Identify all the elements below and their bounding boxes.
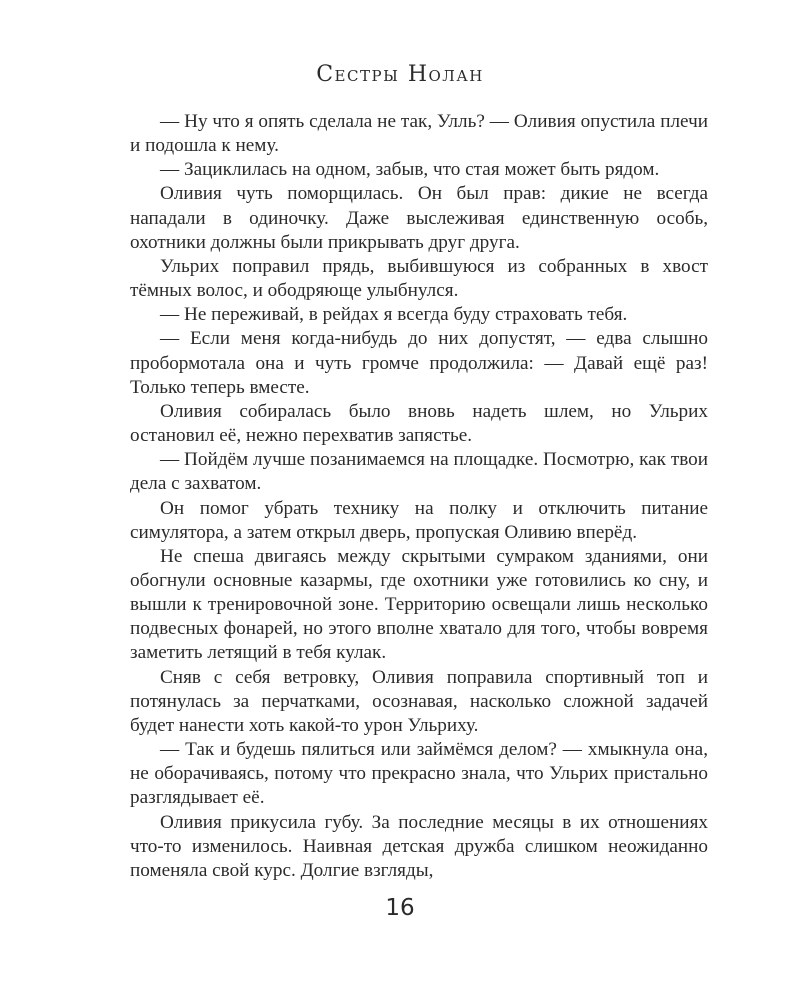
body-text <box>130 110 708 883</box>
paragraph: — Ну что я опять сделала не так, Улль? — Оливия опустила плечи и подошла к нему. <box>130 111 708 157</box>
paragraph: — Если меня когда-нибудь до них допустят, — едва слышно пробормотала она и чуть громче продолжила: — Давай ещё раз! Только теперь вместе. <box>130 328 708 398</box>
paragraph: Оливия собиралась было вновь надеть шлем, но Ульрих остановил её, нежно перехватив запястье. <box>130 400 708 447</box>
paragraph: Оливия прикусила губу. За последние месяцы в их отношениях что-то изменилось. Наивная детская дружба слишком неожиданно поменяла свой курс. Долгие взгляды, <box>130 811 708 881</box>
page-number: 16 <box>385 895 415 921</box>
running-title: Сестры Нолан <box>316 62 484 87</box>
paragraph: Не спеша двигаясь между скрытыми сумраком зданиями, они обогнули основные казармы, где охотники уже готовились ко сну, и вышли к тренировочной зоне. Территорию освещали лишь несколько подвесных фонарей, но этого вполне хватало для того, чтобы вовремя заметить летящий в тебя кулак. <box>130 545 708 664</box>
paragraph: — Зациклилась на одном, забыв, что стая может быть рядом. <box>160 159 660 181</box>
paragraph: — Не переживай, в рейдах я всегда буду страховать тебя. <box>160 304 628 326</box>
paragraph: — Так и будешь пялиться или займёмся делом? — хмыкнула она, не оборачиваясь, потому что прекрасно знала, что Ульрих пристально разглядывает её. <box>130 739 708 809</box>
paragraph: Сняв с себя ветровку, Оливия поправила спортивный топ и потянулась за перчатками, осознавая, насколько сложной задачей будет нанести хоть какой-то урон Ульриху. <box>130 666 708 736</box>
paragraph: Он помог убрать технику на полку и отключить питание симулятора, а затем открыл дверь, пропуская Оливию вперёд. <box>130 497 708 543</box>
paragraph: — Пойдём лучше позанимаемся на площадке. Посмотрю, как твои дела с захватом. <box>130 449 708 495</box>
paragraph: Ульрих поправил прядь, выбившуюся из собранных в хвост тёмных волос, и ободряюще улыбнулся. <box>130 255 708 302</box>
paragraph: Оливия чуть поморщилась. Он был прав: дикие не всегда нападали в одиночку. Даже выслеживая единственную особь, охотники должны были прикрывать друг друга. <box>130 183 708 253</box>
